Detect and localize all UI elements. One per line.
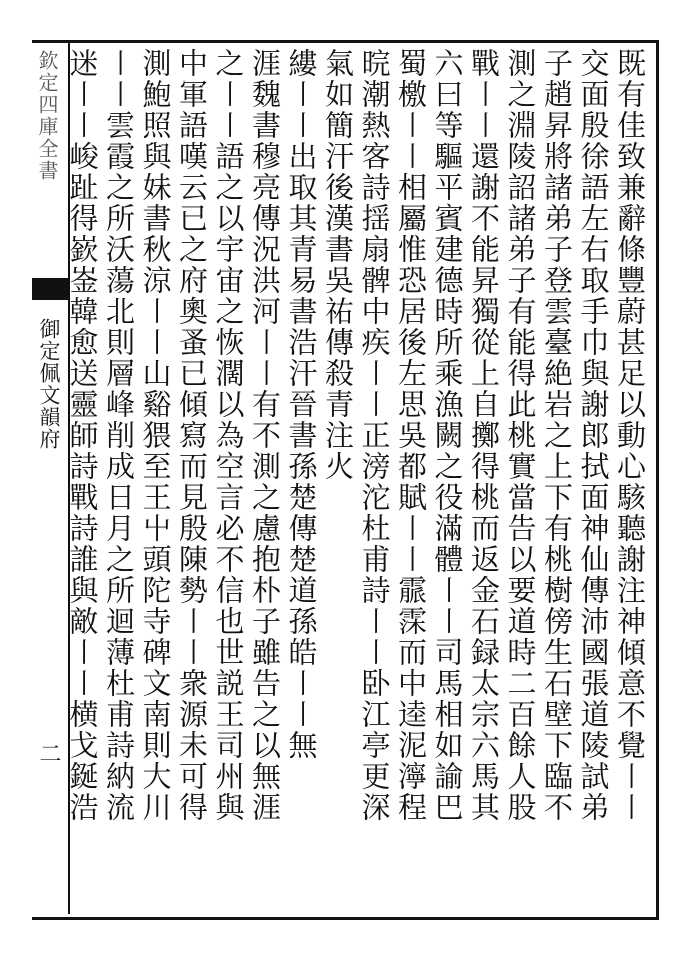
text-column: 既有佳致兼辭條豐蔚甚足以動心駭聽謝注神傾意不覺〡〡 (613, 48, 647, 823)
text-column: 涯魏書穆亮傳況洪河〡〡有不測之慮抱朴子雖告之以無涯 (248, 48, 282, 823)
text-column: 戰〡〡還謝不能昇獨從上自擲得桃而返金石録太宗六馬其 (467, 48, 501, 823)
text-column: 六曰等驅平賓建德時所乘漁闕之役滿體〡〡司馬相如諭巴 (430, 48, 465, 823)
text-column: 〡〡雲霞之所沃蕩北則層峰削成日月之所迴薄杜甫詩納流 (102, 48, 136, 823)
text-column: 子趙昇將諸弟子登雲臺絶岩之上下有桃樹傍生石壁下臨不 (540, 48, 574, 823)
text-column: 測之淵陵詔諸弟子有能得此桃實當告以要道時二百餘人股 (503, 48, 538, 823)
text-column: 之〡〡語之以宇宙之恢濶以為空言必不信也世説王司州與 (211, 48, 246, 823)
gutter-page-number: 二 (36, 742, 61, 764)
gutter-title: 欽定四庫全書 (35, 50, 59, 182)
text-column: 測鮑照與妹書秋涼〡〡山谿猥至王屮頭陀寺碑文南則大川 (138, 48, 173, 823)
text-column: 迷〡〡峻趾得嶔崟韓愈送靈師詩戰詩誰與敵〡〡横戈鋋浩 (65, 48, 100, 823)
text-column: 縷〡〡出取其青易書浩汗晉書孫楚傳楚道孫皓〡〡無 (284, 48, 319, 761)
text-column: 交面殷徐語左右取手巾與謝郎拭面神仙傳沛國張道陵試弟 (576, 48, 611, 823)
gutter-book-title: 御定佩文韻府 (37, 318, 61, 450)
text-column: 晥潮熱客詩揺扇髀中疾〡〡正滂沱杜甫詩〡〡卧江亭更深 (357, 48, 392, 823)
text-column: 蜀檄〡〡相屬惟恐居後左思吳都賦〡〡霢霂而中逵泥濘程 (394, 48, 428, 823)
text-column: 氣如簡汗後漢書吳祐傳殺青注火 (321, 48, 355, 482)
text-column: 中軍語嘆云已之府奧蚤已傾寫而見殷陳勢〡〡衆源未可得 (175, 48, 209, 823)
gutter-fishtail-band (32, 278, 68, 300)
